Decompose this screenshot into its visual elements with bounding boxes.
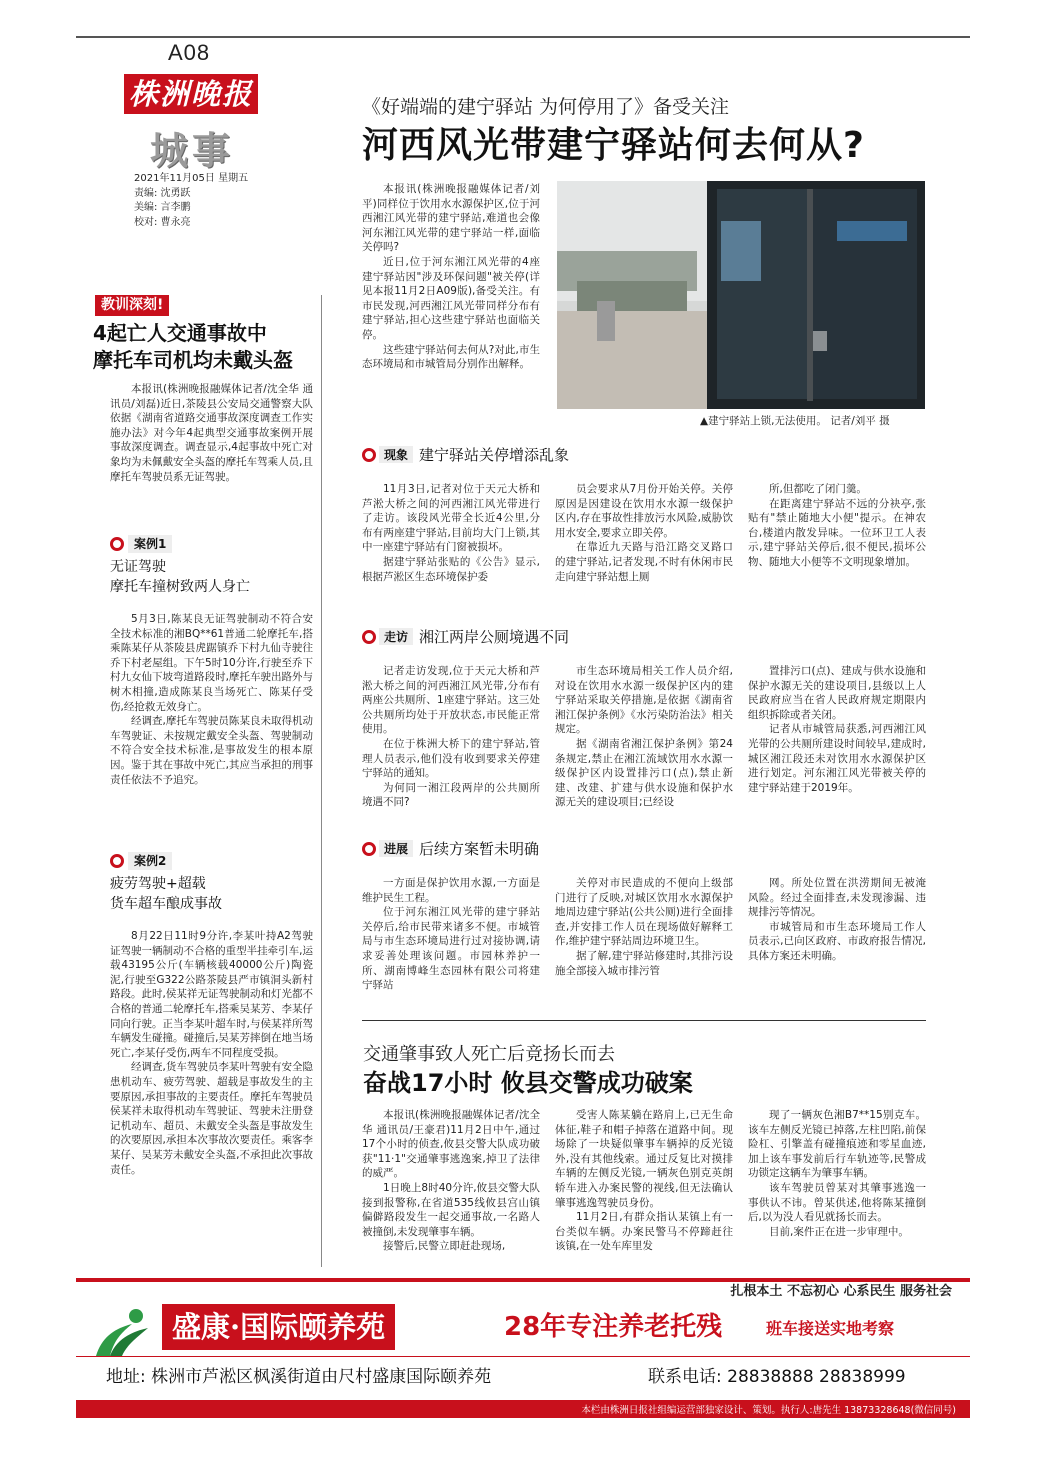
paragraph: 在位于株洲大桥下的建宁驿站,管理人员表示,他们没有收到要求关停建宁驿站的通知。 bbox=[362, 737, 540, 780]
sidebar-headline-line: 摩托车司机均未戴头盔 bbox=[93, 348, 293, 372]
main-kicker: 《好端端的建宁驿站 为何停用了》备受关注 bbox=[362, 96, 730, 118]
paragraph: 1日晚上8时40分许,攸县交警大队接到报警称,在省道535线攸县宫山镇偏僻路段发生一起交通事故,一名路人被撞倒,未发现肇事车辆。 bbox=[362, 1181, 540, 1238]
section2-tag bbox=[362, 628, 413, 645]
second-kicker: 交通肇事致人死亡后竟扬长而去 bbox=[363, 1044, 615, 1065]
station-photo-illustration bbox=[557, 181, 925, 409]
section1-subhead bbox=[362, 444, 569, 465]
ad-phone: 联系电话: 28838888 28838999 bbox=[648, 1367, 906, 1387]
case2-label-text: 案例2 bbox=[128, 852, 172, 870]
section1-col1 bbox=[362, 482, 540, 584]
section2-subhead bbox=[362, 626, 569, 647]
section3-subhead bbox=[362, 838, 539, 859]
case2-headline-line: 货车超车酿成事故 bbox=[110, 896, 222, 912]
ad-footer-text: 本栏由株洲日报社组编运营部独家设计、策划。执行人:唐先生 13873328648(微信同号) bbox=[581, 1405, 956, 1416]
page-number: A08 bbox=[168, 40, 211, 65]
paragraph: 记者走访发现,位于天元大桥和芦淞大桥之间的河西湘江风光带,分布有两座公共厕所、1座建宁驿站。这三处公共厕所均处于开放状态,市民能正常使用。 bbox=[362, 665, 540, 736]
case2-headline bbox=[110, 874, 313, 914]
dateline bbox=[134, 172, 248, 230]
paragraph: 5月3日,陈某良无证驾驶制动不符合安全技术标准的湘BQ**61普通二轮摩托车,搭乘陈某仔从茶陵县虎踞镇乔下村九仙寺驶往乔下村老屋组。下午5时10分许,行驶至乔下村九女仙下坡弯道路段时,摩托车驶出路外与树木相撞,造成陈某良当场死亡、陈某仔受伤,经抢救无效身亡。 bbox=[110, 613, 313, 713]
paragraph: 这些建宁驿站何去何从?对此,市生态环境局和市城管局分别作出解释。 bbox=[362, 343, 540, 371]
paragraph: 目前,案件正在进一步审理中。 bbox=[769, 1225, 909, 1238]
paragraph: 该车驾驶员曾某对其肇事逃逸一事供认不讳。曾某供述,他将陈某撞倒后,以为没人看见就扬长而去。 bbox=[748, 1181, 926, 1224]
second-col3 bbox=[748, 1108, 926, 1239]
ad-pickup-note: 班车接送实地考察 bbox=[766, 1319, 895, 1338]
sidebar-headline-line: 4起亡人交通事故中 bbox=[93, 321, 267, 345]
ad-divider bbox=[76, 1356, 970, 1357]
paragraph: 在靠近九天路与沿江路交叉路口的建宁驿站,记者发现,不时有休闲市民走向建宁驿站想上厕 bbox=[555, 541, 733, 583]
section3-col1 bbox=[362, 876, 540, 993]
paragraph: 本报讯(株洲晚报融媒体记者/沈全华 通讯员/刘磊)近日,茶陵县公安局交通警察大队依据《湖南省道路交通事故深度调查工作实施办法》对今年4起典型交通事故案例开展事故深度调查。调查显示,4起事故中死亡对象均为未佩戴安全头盔的摩托车驾乘人员,且摩托车驾驶员系无证驾驶。 bbox=[110, 383, 313, 483]
column-divider bbox=[321, 295, 322, 1267]
ad-slogan: 扎根本土 不忘初心 心系民生 服务社会 bbox=[730, 1284, 952, 1299]
paragraph: 位于河东湘江风光带的建宁驿站关停后,给市民带来诸多不便。市城管局与市生态环境局进行过对接协调,请求妥善处理该问题。市园林养护一所、湖南博峰生态园林有限公司将建宁驿站 bbox=[362, 906, 540, 992]
case1-label-text: 案例1 bbox=[128, 535, 172, 553]
paragraph: 近日,位于河东湘江风光带的4座建宁驿站因"涉及环保问题"被关停(详见本报11月2日A09版),备受关注。有市民发现,河西湘江风光带同样分布有建宁驿站,担心这些建宁驿站也面临关停。 bbox=[362, 255, 540, 341]
bullet-icon bbox=[362, 630, 376, 644]
paragraph: 员会要求从7月份开始关停。关停原因是因建设在饮用水水源一级保护区内,存在事故性排放污水风险,威胁饮用水安全,要求立即关停。 bbox=[555, 483, 733, 539]
case1-headline-line: 摩托车撞树致两人身亡 bbox=[110, 579, 250, 595]
bullet-icon bbox=[110, 854, 124, 868]
section1-tag-text: 现象 bbox=[379, 446, 413, 463]
art-editor-credit: 美编: 言李鹏 bbox=[134, 202, 191, 213]
paragraph: 所,但都吃了闭门羹。 bbox=[769, 483, 867, 495]
paragraph: 接警后,民警立即赶赴现场, bbox=[383, 1240, 506, 1253]
section-title: 城事 bbox=[150, 128, 235, 173]
section2-col3 bbox=[748, 664, 926, 795]
case2-label bbox=[110, 852, 172, 870]
bullet-icon bbox=[362, 842, 376, 856]
main-lead bbox=[362, 182, 540, 372]
second-col1 bbox=[362, 1108, 540, 1254]
photo-caption: ▲建宁驿站上锁,无法使用。 记者/刘平 摄 bbox=[700, 415, 890, 427]
paragraph: 本报讯(株洲晚报融媒体记者/刘平)同样位于饮用水水源保护区,位于河西湘江风光带的建宁驿站,难道也会像河东湘江风光带的建宁驿站一样,面临关停吗? bbox=[362, 183, 540, 254]
case1-headline bbox=[110, 557, 313, 597]
station-photo bbox=[557, 181, 925, 409]
bullet-icon bbox=[362, 448, 376, 462]
paragraph: 8月22日11时9分许,李某叶持A2驾驶证驾驶一辆制动不合格的重型半挂牵引车,运载43195公斤(车辆核载40000公斤)陶瓷泥,行驶至G322公路茶陵县严市镇洞头新村路段。此时,侯某祥无证驾驶制动和灯光都不合格的普通二轮摩托车,搭乘吴某芳、李某仔同向行驶。正当李某叶超车时,与侯某祥所驾车辆发生碰撞。碰撞后,吴某芳摔倒在地当场死亡,李某仔受伤,两车不同程度受损。 bbox=[110, 930, 313, 1059]
case1-body bbox=[110, 612, 313, 787]
section3-tag-text: 进展 bbox=[379, 840, 413, 857]
paragraph: 市城管局和市生态环境局工作人员表示,已向区政府、市政府报告情况,具体方案还未明确。 bbox=[748, 920, 926, 962]
section3-col2 bbox=[555, 876, 733, 978]
paragraph: 11月2日,有群众指认某镇上有一台类似车辆。办案民警马不停蹄赶往该镇,在一处车库里发 bbox=[555, 1211, 733, 1253]
paragraph: 11月3日,记者对位于天元大桥和芦淞大桥之间的河西湘江风光带进行了走访。该段风光带全长近4公里,分布有两座建宁驿站,目前均大门上锁,其中一座建宁驿站有门窗被损坏。 bbox=[362, 483, 540, 554]
main-headline: 河西风光带建宁驿站何去何从? bbox=[362, 125, 865, 166]
ad-years-slogan: 28年专注养老托残 bbox=[504, 1312, 723, 1342]
section1-col2 bbox=[555, 482, 733, 584]
masthead-logo: 株洲晚报 bbox=[124, 74, 258, 114]
section3-col3 bbox=[748, 876, 926, 964]
paragraph: 市生态环境局相关工作人员介绍,对设在饮用水水源一级保护区内的建宁驿站采取关停措施,是依据《湖南省湘江保护条例》《水污染防治法》相关规定。 bbox=[555, 665, 733, 736]
section1-title: 建宁驿站关停增添乱象 bbox=[419, 446, 570, 464]
section3-tag bbox=[362, 840, 413, 857]
proofreader-credit: 校对: 曹永亮 bbox=[134, 216, 191, 228]
second-headline: 奋战17小时 攸县交警成功破案 bbox=[363, 1069, 693, 1097]
paragraph: 网。所处位置在洪涝期间无被淹风险。经过全面排查,未发现渗漏、违规排污等情况。 bbox=[748, 877, 926, 919]
hand-leaf-logo-icon bbox=[92, 1306, 152, 1360]
sidebar-tag: 教训深刻! bbox=[95, 295, 169, 316]
editor-credit: 责编: 沈勇跃 bbox=[134, 187, 191, 199]
sidebar-headline bbox=[93, 320, 315, 374]
section1-tag bbox=[362, 446, 413, 463]
paragraph: 一方面是保护饮用水源,一方面是维护民生工程。 bbox=[362, 877, 540, 904]
case2-headline-line: 疲劳驾驶+超载 bbox=[110, 876, 206, 892]
paragraph: 据建宁驿站张贴的《公告》显示,根据芦淞区生态环境保护委 bbox=[362, 555, 540, 583]
paragraph: 经调查,货车驾驶员李某叶驾驶有安全隐患机动车、疲劳驾驶、超载是事故发生的主要原因,承担事故的主要责任。摩托车驾驶员侯某祥未取得机动车驾驶证、驾驶未注册登记机动车、超员、未戴安全头盔是事故发生的次要原因,承担本次事故次要责任。乘客李某仔、吴某芳未戴安全头盔,不承担此次事故责任。 bbox=[110, 1061, 313, 1176]
bullet-icon bbox=[110, 537, 124, 551]
paragraph: 据了解,建宁驿站修建时,其排污设施全部接入城市排污管 bbox=[555, 949, 733, 977]
paragraph: 置排污口(点)、建成与供水设施和保护水源无关的建设项目,县级以上人民政府应当在省人民政府规定期限内组织拆除或者关闭。 bbox=[748, 665, 926, 721]
ad-address: 地址: 株洲市芦淞区枫溪街道由尺村盛康国际颐养苑 bbox=[106, 1367, 492, 1387]
ad-brand-name: 盛康·国际颐养苑 bbox=[162, 1304, 395, 1350]
story-divider bbox=[362, 1020, 926, 1021]
advertisement bbox=[76, 1266, 970, 1434]
section2-col1 bbox=[362, 664, 540, 810]
paragraph: 本报讯(株洲晚报融媒体记者/沈全华 通讯员/王豪君)11月2日中午,通过17个小时的侦查,攸县交警大队成功破获"11·1"交通肇事逃逸案,掉卫了法律的威严。 bbox=[362, 1109, 540, 1180]
paragraph: 关停对市民造成的不便向上级部门进行了反映,对城区饮用水水源保护地周边建宁驿站(公共公厕)进行全面排查,并安排工作人员在现场做好解释工作,维护建宁驿站周边环境卫生。 bbox=[555, 877, 733, 948]
paragraph: 在距离建宁驿站不远的分袂亭,张贴有"禁止随地大小便"提示。在神农台,楼道内散发异味。一位环卫工人表示,建宁驿站关停后,很不便民,损坏公物、随地大小便等不文明现象增加。 bbox=[748, 497, 926, 568]
section2-title: 湘江两岸公厕境遇不同 bbox=[419, 628, 570, 646]
section2-tag-text: 走访 bbox=[379, 628, 413, 645]
section2-col2 bbox=[555, 664, 733, 810]
paragraph: 记者从市城管局获悉,河西湘江风光带的公共厕所建设时间较早,建成时,城区湘江段还未对饮用水水源保护区进行划定。河东湘江风光带被关停的建宁驿站建于2019年。 bbox=[748, 723, 926, 794]
top-rule bbox=[76, 36, 970, 38]
issue-date: 2021年11月05日 星期五 bbox=[134, 173, 249, 184]
sidebar-lead bbox=[110, 382, 313, 484]
section1-col3 bbox=[748, 482, 926, 570]
paragraph: 据《湖南省湘江保护条例》第24条规定,禁止在湘江流域饮用水水源一级保护区内设置排污口(点),禁止新建、改建、扩建与供水设施和保护水源无关的建设项目;已经设 bbox=[555, 737, 733, 809]
section3-title: 后续方案暂未明确 bbox=[419, 840, 540, 858]
case1-headline-line: 无证驾驶 bbox=[110, 559, 166, 575]
paragraph: 为何同一湘江段两岸的公共厕所境遇不同? bbox=[362, 781, 540, 809]
case1-label bbox=[110, 535, 172, 553]
paragraph: 现了一辆灰色湘B7**15别克车。该车左侧反光镜已掉落,左柱凹陷,前保险杠、引擎盖有碰撞痕迹和零星血迹,加上该车事发前后行车轨迹等,民警成功锁定这辆车为肇事车辆。 bbox=[748, 1109, 926, 1180]
paragraph: 经调查,摩托车驾驶员陈某良未取得机动车驾驶证、未按规定戴安全头盔、驾驶制动不符合安全技术标准,是事故发生的根本原因。鉴于其在事故中死亡,其应当承担的刑事责任依法不予追究。 bbox=[110, 715, 313, 786]
case2-body bbox=[110, 929, 313, 1177]
paragraph: 受害人陈某躺在路肩上,已无生命体征,鞋子和帽子掉落在道路中间。现场除了一块疑似肇事车辆掉的反光镜外,没有其他线索。通过反复比对摸排车辆的左侧反光镜,一辆灰色别克英朗轿车进入办案民警的视线,但无法确认肇事逃逸驾驶员身份。 bbox=[555, 1109, 733, 1209]
second-col2 bbox=[555, 1108, 733, 1254]
